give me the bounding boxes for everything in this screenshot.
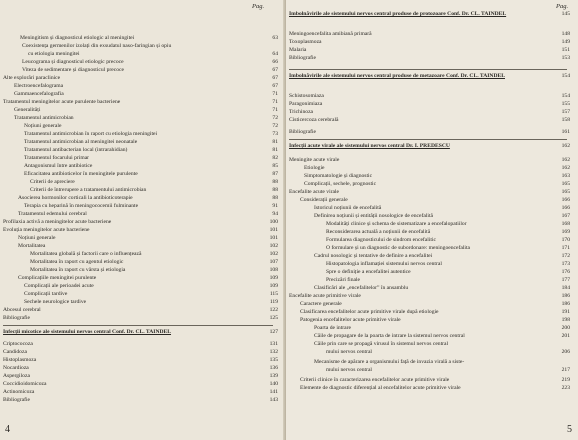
toc-entry-title: Mortalitatea în raport cu agentul etiologic — [30, 259, 124, 265]
toc-entry-page: 67 — [272, 75, 278, 81]
toc-entry-title: Aspergiloza — [3, 373, 30, 379]
toc-entry-title: Mortalitatea — [18, 243, 46, 249]
toc-entry — [3, 74, 278, 82]
toc-entry-title: Clasificarea encefalitelor acute primitive virale după etiologie — [300, 309, 439, 315]
toc-entry-title: Cadrul nosologic și tentative de definire a encefalitei — [314, 253, 433, 259]
toc-entry-page: 177 — [561, 277, 570, 283]
toc-entry-page: 107 — [269, 259, 278, 265]
toc-entry-page: 163 — [561, 173, 570, 179]
toc-entry — [3, 340, 278, 348]
toc-entry — [24, 122, 278, 130]
toc-entry-title: Căile de propagare de la poarta de intrare la sistemul nervos central — [314, 333, 465, 339]
toc-entry-page: 219 — [561, 377, 570, 383]
toc-entry-page: 122 — [269, 307, 278, 313]
toc-entry-title: Meningite acute virale — [289, 157, 340, 163]
toc-entry-page: 206 — [561, 349, 570, 355]
toc-entry-page: 109 — [269, 283, 278, 289]
toc-entry — [30, 250, 278, 258]
toc-entry — [3, 372, 278, 380]
toc-entry-title: Elemente de diagnostic diferențial al encefalitelor acute primitive virale — [300, 385, 461, 391]
toc-entry — [314, 204, 570, 212]
toc-entry-title: Mortalitatea în raport cu vârsta și etiologia — [30, 267, 126, 273]
toc-entry-page: 165 — [561, 181, 570, 187]
toc-entry — [3, 226, 278, 234]
toc-entry-title: Encefalite acute primitive virale — [289, 293, 361, 299]
toc-entry-title: Profilaxia activă a meningitelor acute bacteriene — [3, 219, 112, 225]
toc-entry-page: 151 — [561, 47, 570, 53]
toc-entry — [3, 314, 278, 322]
toc-entry — [289, 108, 570, 116]
toc-entry — [314, 358, 570, 366]
toc-entry-title: Criterii de întrerupere a tratamentului antimicrobian — [30, 187, 147, 193]
toc-entry-title: Noțiuni generale — [18, 235, 56, 241]
toc-entry-page: 154 — [561, 93, 570, 99]
toc-entry-title: Terapia cu heparină în meningococemii fulminante — [24, 203, 139, 209]
toc-entry-title: Infecții acute virale ale sistemului nervos central Dr. I. PREDESCU — [289, 143, 450, 149]
toc-entry — [18, 242, 278, 250]
toc-entry-page: 139 — [269, 373, 278, 379]
toc-entry — [326, 244, 570, 252]
toc-entry-title: Modalități clinice și schema de sistematizare a encefalopatiilor — [326, 221, 467, 227]
toc-entry-title: Criterii de apreciere — [30, 179, 75, 185]
toc-entry-page: 88 — [272, 195, 278, 201]
toc-entry-page: 127 — [269, 329, 278, 335]
toc-entry — [289, 30, 570, 38]
page-number: 4 — [5, 424, 10, 435]
toc-entry-page: 101 — [269, 235, 278, 241]
toc-entry-title: Complicații tardive — [24, 291, 68, 297]
toc-entry — [3, 380, 278, 388]
toc-entry — [300, 376, 570, 384]
toc-entry-page: 217 — [561, 367, 570, 373]
toc-entry-title: Tratamentul antibacterian local (intrarahidian) — [24, 147, 128, 153]
toc-entry-page: 141 — [269, 389, 278, 395]
toc-entry-title: Abcesul cerebral — [3, 307, 41, 313]
toc-entry-page: 191 — [561, 309, 570, 315]
toc-entry-page: 186 — [561, 301, 570, 307]
toc-entry — [289, 188, 570, 196]
toc-entry-title: Imbolnăvirile ale sistemului nervos central produse de metazoare Conf. Dr. CL. TAINDEL — [289, 73, 505, 79]
toc-entry-page: 149 — [561, 39, 570, 45]
toc-entry — [314, 284, 570, 292]
toc-entry-title: Patogenia encefalitelor acute primitive virale — [300, 317, 401, 323]
toc-entry-page: 148 — [561, 31, 570, 37]
toc-entry-title: Schistosomiaza — [289, 93, 324, 99]
toc-list — [0, 0, 286, 440]
toc-entry — [18, 210, 278, 218]
toc-entry-title: Tratamentul antimicrobian în raport cu etiologia meningitei — [24, 131, 158, 137]
toc-entry — [14, 114, 278, 122]
toc-entry-page: 109 — [269, 275, 278, 281]
toc-entry-title: O formulare și un diagnostic de subordonare: meningoencefalita — [326, 245, 470, 251]
toc-entry-title: Bibliografie — [3, 315, 31, 321]
toc-entry — [3, 218, 278, 226]
toc-entry — [28, 50, 278, 58]
toc-entry-title: Actinomicoza — [3, 389, 35, 395]
toc-entry-title: Considerații generale — [300, 197, 348, 203]
toc-entry-title: Bibliografie — [289, 55, 317, 61]
toc-entry-title: Imbolnăvirile ale sistemului nervos central produse de protozoare Conf. Dr. CL. TAINDEL — [289, 11, 507, 17]
toc-entry — [24, 130, 278, 138]
toc-entry-title: Histoplasmoza — [3, 357, 37, 363]
toc-entry — [326, 220, 570, 228]
toc-entry-title: Eficacitatea antibioticelor în meningitele purulente — [24, 171, 138, 177]
toc-entry-title: Reconsiderarea actuală a noțiunii de encefalită — [326, 229, 431, 235]
toc-entry — [304, 172, 570, 180]
toc-entry-title: Bibliografie — [289, 129, 317, 135]
toc-entry-title: Tratamentul antimicrobian al meningitei neonatale — [24, 139, 138, 145]
toc-entry — [326, 276, 570, 284]
toc-entry — [289, 116, 570, 124]
toc-entry-title: Coccidioidomicoza — [3, 381, 47, 387]
toc-entry — [300, 196, 570, 204]
toc-entry-page: 171 — [561, 245, 570, 251]
toc-entry — [24, 170, 278, 178]
toc-entry — [300, 300, 570, 308]
toc-entry — [30, 178, 278, 186]
toc-entry-title: Coexistența germenilor izolați din exsudatul naso-faringian și opiu — [22, 43, 172, 49]
toc-entry — [14, 106, 278, 114]
divider — [3, 325, 273, 326]
toc-entry-page: 176 — [561, 269, 570, 275]
toc-entry-page: 136 — [269, 365, 278, 371]
toc-entry-page: 66 — [272, 59, 278, 65]
toc-entry-title: Tratamentul meningitelor acute purulente bacteriene — [3, 99, 121, 105]
toc-entry-page: 153 — [561, 55, 570, 61]
toc-entry — [3, 356, 278, 364]
toc-entry-title: Electroencefalograma — [14, 83, 64, 89]
toc-entry-title: mului nervos central — [326, 349, 372, 355]
toc-entry-title: Spre o definiție a encefalitei autentice — [326, 269, 411, 275]
toc-entry-page: 73 — [272, 131, 278, 137]
toc-entry-page: 85 — [272, 163, 278, 169]
toc-entry-page: 67 — [272, 83, 278, 89]
toc-entry-title: Tratamentul edemului cerebral — [18, 211, 87, 217]
toc-entry — [289, 72, 570, 80]
toc-entry — [314, 332, 570, 340]
toc-entry-page: 102 — [269, 243, 278, 249]
toc-entry-page: 88 — [272, 179, 278, 185]
toc-entry-title: Caractere generale — [300, 301, 342, 307]
toc-entry-page: 145 — [561, 11, 570, 17]
toc-entry-page: 201 — [561, 333, 570, 339]
toc-entry — [326, 228, 570, 236]
toc-entry-page: 115 — [269, 291, 278, 297]
toc-entry — [314, 252, 570, 260]
toc-entry — [300, 308, 570, 316]
toc-entry-title: Poarta de intrare — [314, 325, 351, 331]
toc-entry — [326, 348, 570, 356]
toc-entry-page: 173 — [561, 261, 570, 267]
toc-entry — [314, 212, 570, 220]
toc-entry — [3, 388, 278, 396]
toc-entry — [326, 260, 570, 268]
toc-entry-title: Mortalitatea globală și factorii care o influențează — [30, 251, 142, 257]
toc-entry — [289, 128, 570, 136]
toc-entry — [314, 324, 570, 332]
toc-entry — [326, 236, 570, 244]
toc-entry — [326, 366, 570, 374]
toc-entry — [289, 10, 570, 18]
toc-entry-page: 63 — [272, 35, 278, 41]
toc-entry-page: 64 — [272, 51, 278, 57]
toc-entry-page: 132 — [269, 349, 278, 355]
toc-entry-title: Simptomatologie și diagnostic — [304, 173, 373, 179]
toc-entry — [24, 146, 278, 154]
toc-entry-title: Precizări finale — [326, 277, 361, 283]
toc-entry-title: Etiologie — [304, 165, 325, 171]
pag-label: Pag. — [556, 3, 569, 10]
toc-entry — [304, 180, 570, 188]
toc-entry-title: Noțiuni generale — [24, 123, 62, 129]
toc-entry — [14, 82, 278, 90]
toc-entry-page: 198 — [561, 317, 570, 323]
toc-entry-title: Complicațiile meningitei purulente — [18, 275, 97, 281]
right-page — [286, 0, 578, 440]
toc-entry — [3, 364, 278, 372]
toc-entry — [22, 66, 278, 74]
toc-entry-page: 162 — [561, 143, 570, 149]
toc-entry-title: Cisticercoza cerebrală — [289, 117, 339, 123]
toc-entry-page: 200 — [561, 325, 570, 331]
toc-entry-title: Mecanisme de apărare a organismului față de invazia virală a siste- — [314, 359, 465, 365]
toc-entry-title: Bibliografie — [3, 397, 31, 403]
toc-entry-title: Clasificări ale „encefalitelor” în ansamblu — [314, 285, 409, 291]
toc-entry — [289, 142, 570, 150]
toc-entry-page: 72 — [272, 123, 278, 129]
toc-entry-page: 157 — [561, 109, 570, 115]
toc-entry-page: 71 — [272, 99, 278, 105]
toc-entry — [289, 156, 570, 164]
toc-entry-page: 82 — [272, 155, 278, 161]
toc-entry — [289, 46, 570, 54]
toc-entry — [18, 274, 278, 282]
toc-entry-title: Paragonimiaza — [289, 101, 323, 107]
toc-entry-title: Tratamentul focarului primar — [24, 155, 90, 161]
toc-entry — [30, 186, 278, 194]
toc-entry-title: Criptococoza — [3, 341, 33, 347]
toc-entry — [289, 54, 570, 62]
toc-entry-page: 162 — [561, 157, 570, 163]
toc-entry-page: 167 — [561, 213, 570, 219]
toc-entry — [314, 340, 570, 348]
toc-entry — [20, 34, 278, 42]
toc-entry — [30, 266, 278, 274]
toc-entry-title: Formularea diagnosticului de sindrom encefalitic — [326, 237, 436, 243]
toc-entry-page: 131 — [269, 341, 278, 347]
toc-entry-title: Alte explorări paraclinice — [3, 75, 61, 81]
toc-entry-page: 71 — [272, 91, 278, 97]
toc-entry-page: 140 — [269, 381, 278, 387]
toc-entry-page: 186 — [561, 293, 570, 299]
divider — [289, 69, 567, 70]
toc-entry-title: Istoricul noțiunii de encefalită — [314, 205, 382, 211]
toc-entry-page: 172 — [561, 253, 570, 259]
toc-entry-page: 184 — [561, 285, 570, 291]
toc-entry — [304, 164, 570, 172]
toc-entry — [300, 316, 570, 324]
toc-entry-title: Definirea noțiunii și entității nosologice de encefalită — [314, 213, 433, 219]
toc-entry-title: Gammaencefalografia — [14, 91, 64, 97]
toc-entry-title: Leucograma și diagnosticul etiologic precoce — [22, 59, 124, 65]
toc-entry — [14, 90, 278, 98]
toc-entry-page: 119 — [269, 299, 278, 305]
toc-entry — [24, 298, 278, 306]
toc-entry — [24, 202, 278, 210]
toc-entry — [289, 38, 570, 46]
toc-entry-page: 162 — [561, 165, 570, 171]
toc-entry — [326, 268, 570, 276]
toc-entry — [24, 290, 278, 298]
toc-entry — [24, 154, 278, 162]
toc-entry-title: Trichinoza — [289, 109, 314, 115]
toc-entry-title: Generalități — [14, 107, 41, 113]
toc-entry — [18, 194, 278, 202]
toc-entry-page: 102 — [269, 251, 278, 257]
toc-entry-title: Toxoplasmoza — [289, 39, 322, 45]
toc-entry-page: 166 — [561, 197, 570, 203]
toc-entry — [3, 328, 278, 336]
toc-entry-page: 223 — [561, 385, 570, 391]
toc-entry-title: Complicații, sechele, prognostic — [304, 181, 377, 187]
toc-entry — [289, 292, 570, 300]
toc-entry-page: 161 — [561, 129, 570, 135]
toc-entry-title: Encefalite acute virale — [289, 189, 339, 195]
toc-entry-page: 135 — [269, 357, 278, 363]
toc-entry-page: 67 — [272, 67, 278, 73]
page-number: 5 — [567, 424, 572, 435]
left-page — [0, 0, 286, 440]
toc-entry-title: Viteza de sedimentare și diagnosticul precoce — [22, 67, 125, 73]
toc-entry-page: 88 — [272, 187, 278, 193]
toc-entry — [22, 42, 278, 50]
toc-entry-page: 143 — [269, 397, 278, 403]
toc-entry-title: Nocardioza — [3, 365, 29, 371]
toc-entry — [30, 258, 278, 266]
divider — [289, 139, 567, 140]
toc-entry — [3, 348, 278, 356]
toc-entry-title: Antagonismul între antibiotice — [24, 163, 93, 169]
toc-entry-page: 158 — [561, 117, 570, 123]
toc-entry — [24, 162, 278, 170]
toc-entry-page: 154 — [561, 73, 570, 79]
toc-entry-page: 169 — [561, 229, 570, 235]
toc-entry-page: 71 — [272, 107, 278, 113]
toc-entry-page: 155 — [561, 101, 570, 107]
toc-entry-title: Tratamentul antimicrobian — [14, 115, 74, 121]
toc-entry-title: Meningitism și diagnosticul etiologic al meningitei — [20, 35, 135, 41]
toc-entry — [289, 92, 570, 100]
toc-entry-title: Malaria — [289, 47, 307, 53]
toc-entry — [24, 282, 278, 290]
toc-entry-page: 101 — [269, 227, 278, 233]
toc-entry-title: Criterii clinice în caracterizarea encefalitelor acute primitive virale — [300, 377, 450, 383]
toc-entry-page: 72 — [272, 115, 278, 121]
toc-entry-page: 108 — [269, 267, 278, 273]
toc-entry-title: Căile prin care se propagă virusul în sistemul nervos central — [314, 341, 449, 347]
pag-label: Pag. — [252, 3, 265, 10]
toc-entry — [3, 396, 278, 404]
toc-entry-page: 170 — [561, 237, 570, 243]
toc-entry-page: 125 — [269, 315, 278, 321]
toc-entry-title: Candidoza — [3, 349, 27, 355]
toc-entry — [289, 100, 570, 108]
toc-entry-title: mului nervos central — [326, 367, 372, 373]
toc-entry-title: cu etiologia meningitei — [28, 51, 80, 57]
toc-entry-page: 166 — [561, 205, 570, 211]
toc-entry-page: 100 — [269, 219, 278, 225]
toc-entry-title: Meningoencefalita amibiană primară — [289, 31, 372, 37]
toc-entry-title: Complicații ale perioadei acute — [24, 283, 94, 289]
toc-entry — [3, 98, 278, 106]
toc-entry-page: 81 — [272, 139, 278, 145]
toc-entry-page: 87 — [272, 171, 278, 177]
toc-entry — [22, 58, 278, 66]
toc-entry-page: 168 — [561, 221, 570, 227]
toc-entry — [24, 138, 278, 146]
toc-entry-title: Histopatologia inflamației sistemului nervos central — [326, 261, 442, 267]
toc-entry-title: Sechele neurologice tardive — [24, 299, 87, 305]
toc-entry-title: Evoluția meningitelor acute bacteriene — [3, 227, 90, 233]
toc-entry-page: 165 — [561, 189, 570, 195]
toc-entry-page: 94 — [272, 211, 278, 217]
toc-list — [286, 0, 578, 440]
toc-entry-page: 81 — [272, 147, 278, 153]
toc-entry-title: Infecții micotice ale sistemului nervos central Conf. Dr. CL. TAINDEL — [3, 329, 172, 335]
toc-entry — [300, 384, 570, 392]
toc-entry-title: Asocierea hormonilor corticali la antibioticoterapie — [18, 195, 133, 201]
toc-entry-page: 91 — [272, 203, 278, 209]
toc-entry — [3, 306, 278, 314]
toc-entry — [18, 234, 278, 242]
